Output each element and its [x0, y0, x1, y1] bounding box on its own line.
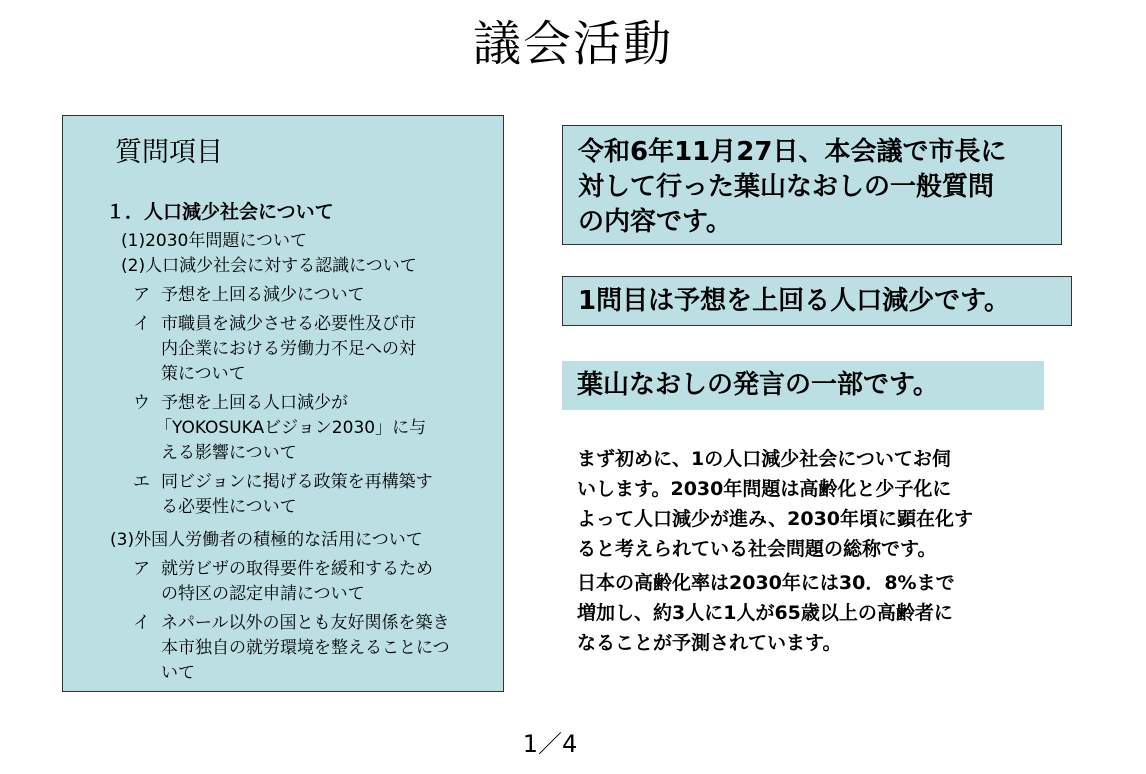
paragraph-line: 日本の高齢化率は2030年には30．8%まで — [577, 572, 955, 594]
item-line: いて — [161, 663, 195, 683]
intro-line: の内容です。 — [578, 207, 732, 237]
paragraph-line: なることが予測されています。 — [577, 632, 842, 654]
paragraph-line: まず初めに、1の人口減少社会についてお伺 — [577, 448, 951, 470]
question-main-topic: １．人口減少社会について — [106, 201, 334, 223]
item-marker: イ — [133, 314, 150, 334]
sub3-item-i — [63, 611, 503, 686]
item-marker: エ — [133, 472, 150, 492]
sub2-item-u — [63, 391, 503, 466]
question-sub-3: (3)外国人労働者の積極的な活用について — [110, 530, 423, 550]
item-line: 「YOKOSUKAビジョン2030」に与 — [155, 418, 427, 438]
page-number: 1／4 — [522, 730, 578, 758]
question-items-heading: 質問項目 — [115, 137, 223, 168]
slide-title: 議会活動 — [472, 16, 673, 72]
item-line: える影響について — [161, 443, 297, 463]
statement-paragraph-1 — [577, 444, 973, 564]
item-line: 内企業における労働力不足への対 — [161, 339, 416, 359]
item-marker: ア — [133, 285, 150, 305]
item-line: ネパール以外の国とも友好関係を築き — [161, 613, 450, 633]
item-line: 本市独自の就労環境を整えることにつ — [161, 638, 450, 658]
statement-paragraph-2 — [577, 568, 955, 658]
question-sub-2: (2)人口減少社会に対する認識について — [121, 256, 417, 276]
item-marker: イ — [133, 613, 150, 633]
statement-heading-box: 葉山なおしの発言の一部です。 — [562, 361, 1044, 410]
question-items-box — [62, 115, 504, 692]
paragraph-line: 増加し、約3人に1人が65歳以上の高齢者に — [577, 602, 953, 624]
intro-line: 令和6年11月27日、本会議で市長に — [578, 137, 1007, 167]
sub2-item-e — [63, 470, 503, 520]
item-line: 予想を上回る減少について — [161, 285, 365, 305]
paragraph-line: いします。2030年問題は高齢化と少子化に — [577, 478, 952, 500]
sub3-item-a — [63, 557, 503, 607]
item-line: 同ビジョンに掲げる政策を再構築す — [161, 472, 433, 492]
intro-box — [562, 125, 1062, 245]
sub2-item-i — [63, 312, 503, 387]
item-line: 策について — [161, 364, 246, 384]
paragraph-line: よって人口減少が進み、2030年頃に顕在化す — [577, 508, 974, 530]
item-line: る必要性について — [161, 497, 297, 517]
item-line: の特区の認定申請について — [161, 584, 365, 604]
paragraph-line: ると考えられている社会問題の総称です。 — [577, 538, 937, 560]
question-items-list — [63, 200, 503, 686]
first-question-box: 1問目は予想を上回る人口減少です。 — [562, 276, 1072, 326]
intro-line: 対して行った葉山なおしの一般質問 — [578, 172, 995, 202]
question-sub-1: (1)2030年問題について — [121, 231, 308, 251]
item-marker: ア — [133, 559, 150, 579]
item-marker: ウ — [133, 393, 150, 413]
item-line: 市職員を減少させる必要性及び市 — [161, 314, 416, 334]
sub2-item-a — [63, 283, 503, 308]
item-line: 就労ビザの取得要件を緩和するため — [161, 559, 433, 579]
item-line: 予想を上回る人口減少が — [161, 393, 348, 413]
